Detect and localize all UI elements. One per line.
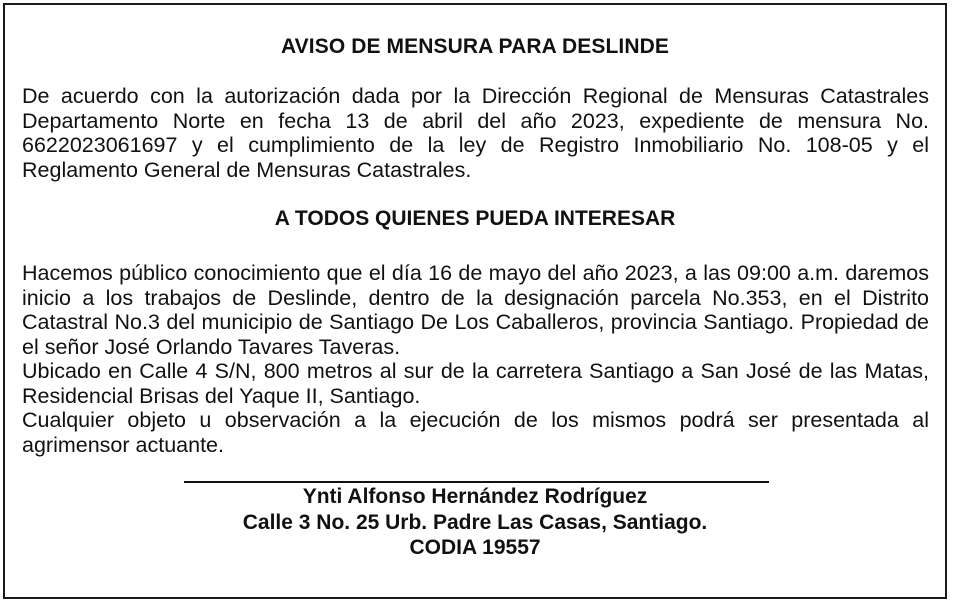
notice-subtitle: A TODOS QUIENES PUEDA INTERESAR: [274, 207, 676, 230]
signatory-name: Ynti Alfonso Hernández Rodríguez: [302, 485, 648, 508]
notice-title: AVISO DE MENSURA PARA DESLINDE: [280, 35, 670, 58]
body-paragraphs: [22, 261, 929, 457]
intro-paragraph: De acuerdo con la autorización dada por la Dirección Regional de Mensuras Catastrales Departamento Norte en fecha 13 de abril del año 2023, expediente de mensura No. 6622023061697 y el cumplimiento de la ley de Registro Inmobiliario No. 108-05 y el Reglamento General de Mensuras Catastrales.: [22, 84, 929, 182]
signature-line: [184, 481, 769, 483]
notice-box: [3, 3, 947, 599]
body-paragraph-location: Ubicado en Calle 4 S/N, 800 metros al sur de la carretera Santiago a San José de las Matas, Residencial Brisas del Yaque II, Santiago.: [22, 359, 929, 408]
signatory-codia: CODIA 19557: [409, 536, 541, 559]
signatory-address: Calle 3 No. 25 Urb. Padre Las Casas, Santiago.: [242, 511, 708, 534]
body-paragraph-announcement: Hacemos público conocimiento que el día 16 de mayo del año 2023, a las 09:00 a.m. daremos inicio a los trabajos de Deslinde, dentro de la designación parcela No.353, en el Distrito Catastral No.3 del municipio de Santiago De Los Caballeros, provincia Santiago. Propiedad de el señor José Orlando Tavares Taveras.: [22, 261, 929, 359]
body-paragraph-objections: Cualquier objeto u observación a la ejecución de los mismos podrá ser presentada al agrimensor actuante.: [22, 408, 929, 457]
